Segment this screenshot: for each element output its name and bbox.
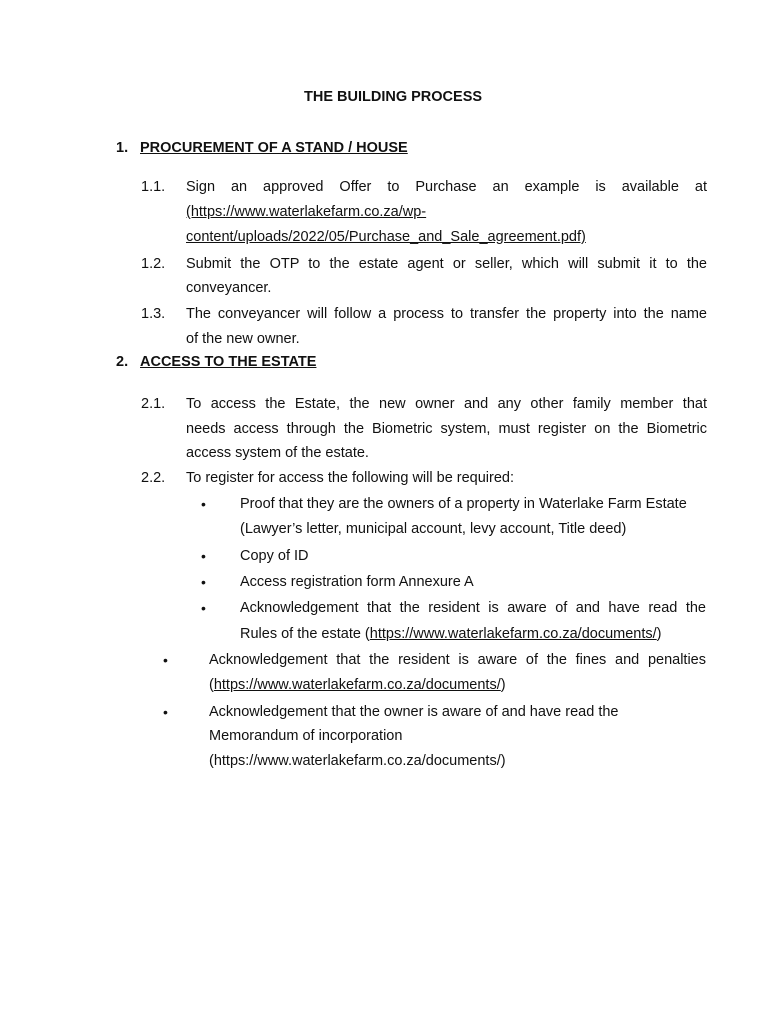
bullet-icon: • <box>201 574 206 590</box>
otp-link-part-2[interactable]: content/uploads/2022/05/Purchase_and_Sale_agreement.pdf) <box>186 229 586 245</box>
item-1-2-line-2: conveyancer. <box>186 280 272 296</box>
bullet-annexure: Access registration form Annexure A <box>240 574 474 590</box>
bullet-fines-line-1: Acknowledgement that the resident is aware of the fines and penalties <box>209 652 706 668</box>
otp-link-line-1[interactable] <box>186 202 426 222</box>
bullet-rules-line-1: Acknowledgement that the resident is aware of and have read the <box>240 600 706 616</box>
item-2-2-number: 2.2. <box>141 470 166 486</box>
item-2-1-line-1: To access the Estate, the new owner and any other family member that <box>186 396 707 412</box>
section-2-heading: ACCESS TO THE ESTATE <box>140 354 317 370</box>
item-1-1-number: 1.1. <box>141 179 166 195</box>
item-1-3-number: 1.3. <box>141 306 166 322</box>
item-1-1-line-1: Sign an approved Offer to Purchase an example is available at <box>186 179 707 195</box>
bullet-icon: • <box>163 652 168 668</box>
item-1-3-line-2: of the new owner. <box>186 331 300 347</box>
page-title: THE BUILDING PROCESS <box>304 89 483 105</box>
otp-link-part-1[interactable]: (https://www.waterlakefarm.co.za/wp- <box>186 204 427 220</box>
bullet-proof-line-2: (Lawyer’s letter, municipal account, levy account, Title deed) <box>240 521 627 537</box>
rules-suffix: ) <box>656 626 662 642</box>
bullet-memorandum-line-2: Memorandum of incorporation <box>209 728 403 744</box>
bullet-icon: • <box>163 704 168 720</box>
item-2-2-line-1: To register for access the following will be required: <box>186 470 515 486</box>
bullet-id: Copy of ID <box>240 548 309 564</box>
fines-link[interactable]: https://www.waterlakefarm.co.za/documents/ <box>213 677 501 693</box>
item-2-1-number: 2.1. <box>141 396 166 412</box>
fines-suffix: ) <box>500 677 506 693</box>
bullet-proof-line-1: Proof that they are the owners of a property in Waterlake Farm Estate <box>240 496 687 512</box>
bullet-rules-line-2 <box>240 624 662 644</box>
section-1-heading: PROCUREMENT OF A STAND / HOUSE <box>140 140 408 156</box>
section-1-number: 1. <box>116 140 129 156</box>
item-1-3-line-1: The conveyancer will follow a process to transfer the property into the name <box>186 306 707 322</box>
bullet-icon: • <box>201 600 206 616</box>
item-2-1-line-3: access system of the estate. <box>186 445 369 461</box>
fines-prefix: ( <box>209 677 214 693</box>
item-2-1-line-2: needs access through the Biometric system, must register on the Biometric <box>186 421 707 437</box>
bullet-fines-line-2 <box>209 675 506 695</box>
otp-link-line-2[interactable] <box>186 227 586 247</box>
rules-link[interactable]: https://www.waterlakefarm.co.za/documents/ <box>369 626 657 642</box>
rules-prefix: Rules of the estate ( <box>240 626 370 642</box>
section-2-number: 2. <box>116 354 129 370</box>
bullet-memorandum-line-3: (https://www.waterlakefarm.co.za/documents/) <box>209 753 506 769</box>
bullet-memorandum-line-1: Acknowledgement that the owner is aware of and have read the <box>209 704 619 720</box>
item-1-2-line-1: Submit the OTP to the estate agent or seller, which will submit it to the <box>186 256 707 272</box>
bullet-icon: • <box>201 548 206 564</box>
item-1-2-number: 1.2. <box>141 256 166 272</box>
bullet-icon: • <box>201 496 206 512</box>
